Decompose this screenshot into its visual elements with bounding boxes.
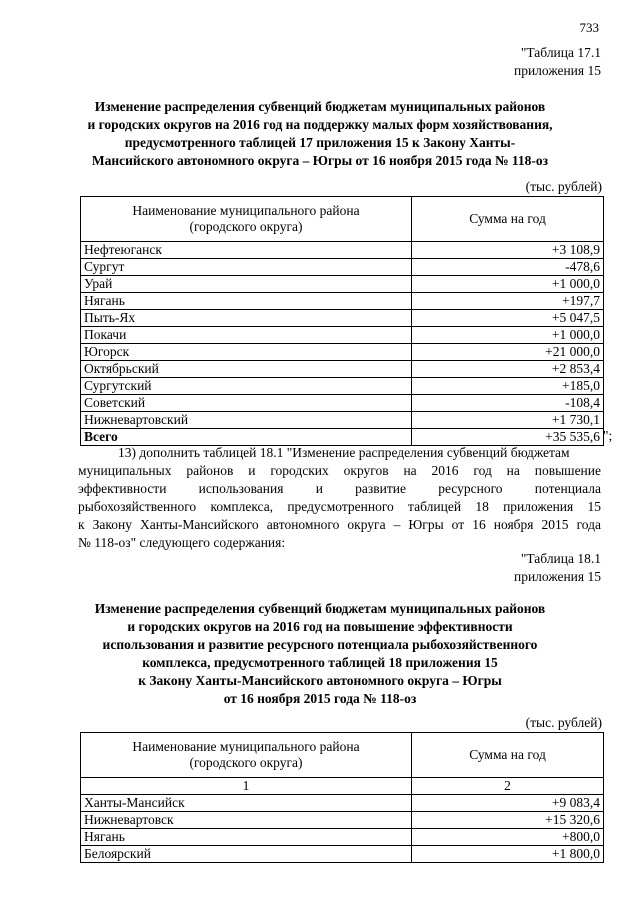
paragraph-line: муниципальных районов и городских округов на 2016 год на повышение xyxy=(78,463,601,478)
header-line: (городского округа) xyxy=(189,219,303,234)
table-row xyxy=(81,344,604,361)
table1-title-line: и городских округов на 2016 год на поддержку малых форм хозяйствования, xyxy=(87,117,553,132)
column-number: 1 xyxy=(81,778,412,795)
table-row xyxy=(81,276,604,293)
table-row xyxy=(81,259,604,276)
table-row xyxy=(81,293,604,310)
paragraph-line: 13) дополнить таблицей 18.1 "Изменение распределения субвенций бюджетам xyxy=(118,445,570,460)
table1-title-line: Мансийского автономного округа – Югры от 16 ноября 2015 года № 118-оз xyxy=(91,153,549,168)
header-line: (городского округа) xyxy=(189,755,303,770)
row-name: Урай xyxy=(81,276,412,293)
table1-reference xyxy=(0,44,601,80)
table1-units: (тыс. рублей) xyxy=(525,179,602,194)
total-label: Всего xyxy=(81,429,412,446)
row-name: Советский xyxy=(81,395,412,412)
row-amount: +185,0 xyxy=(412,378,604,395)
paragraph-line: № 118-оз" следующего содержания: xyxy=(78,535,286,550)
table-row xyxy=(81,242,604,259)
header-line: Наименование муниципального района xyxy=(132,203,360,218)
table-row xyxy=(81,846,604,863)
amendment-paragraph xyxy=(78,444,601,552)
row-name: Сургутский xyxy=(81,378,412,395)
table-row xyxy=(81,795,604,812)
row-name: Нижневартовский xyxy=(81,412,412,429)
column-number: 2 xyxy=(412,778,604,795)
table1-total-row xyxy=(81,429,604,446)
header-line: Наименование муниципального района xyxy=(132,739,360,754)
table2-title-line: комплекса, предусмотренного таблицей 18 приложения 15 xyxy=(142,655,498,670)
row-amount: +3 108,9 xyxy=(412,242,604,259)
row-amount: +1 730,1 xyxy=(412,412,604,429)
table-row xyxy=(81,310,604,327)
row-amount: +1 000,0 xyxy=(412,276,604,293)
paragraph-line: к Закону Ханты-Мансийского автономного округа – Югры от 16 ноября 2015 года xyxy=(78,517,601,532)
table2-header-amount: Сумма на год xyxy=(412,733,604,778)
row-name: Пыть-Ях xyxy=(81,310,412,327)
table-row xyxy=(81,412,604,429)
row-name: Покачи xyxy=(81,327,412,344)
row-name: Нягань xyxy=(81,829,412,846)
table2-ref-line1: "Таблица 18.1 xyxy=(520,551,601,566)
row-amount: +2 853,4 xyxy=(412,361,604,378)
table2-title-line: Изменение распределения субвенций бюджетам муниципальных районов xyxy=(94,601,546,616)
row-name: Югорск xyxy=(81,344,412,361)
table2-title xyxy=(70,600,570,708)
table2-reference xyxy=(0,550,601,586)
row-amount: +800,0 xyxy=(412,829,604,846)
table1-header-name xyxy=(81,197,412,242)
paragraph-line: рыбохозяйственного комплекса, предусмотренного таблицей 18 приложения 15 xyxy=(78,499,601,514)
table2-ref-line2: приложения 15 xyxy=(513,569,601,584)
table2-header-name xyxy=(81,733,412,778)
table2-column-numbers xyxy=(81,778,604,795)
row-amount: +197,7 xyxy=(412,293,604,310)
table1-closing-quote: "; xyxy=(603,428,613,443)
page-number: 733 xyxy=(579,20,599,35)
table2-title-line: использования и развитие ресурсного потенциала рыбохозяйственного xyxy=(102,637,538,652)
table-row xyxy=(81,327,604,344)
table1-header-row xyxy=(81,197,604,242)
table-row xyxy=(81,829,604,846)
table1-ref-line2: приложения 15 xyxy=(513,63,601,78)
table-row xyxy=(81,395,604,412)
table1 xyxy=(80,196,604,446)
row-name: Нижневартовск xyxy=(81,812,412,829)
row-name: Ханты-Мансийск xyxy=(81,795,412,812)
total-amount: +35 535,6 xyxy=(412,429,604,446)
row-amount: +15 320,6 xyxy=(412,812,604,829)
row-amount: +1 000,0 xyxy=(412,327,604,344)
row-amount: -478,6 xyxy=(412,259,604,276)
row-amount: +21 000,0 xyxy=(412,344,604,361)
row-amount: +5 047,5 xyxy=(412,310,604,327)
table1-title-line: предусмотренного таблицей 17 приложения 15 к Закону Ханты- xyxy=(124,135,516,150)
row-name: Белоярский xyxy=(81,846,412,863)
row-amount: -108,4 xyxy=(412,395,604,412)
table2-title-line: и городских округов на 2016 год на повышение эффективности xyxy=(127,619,513,634)
table-row xyxy=(81,361,604,378)
row-name: Нягань xyxy=(81,293,412,310)
table2-title-line: к Закону Ханты-Мансийского автономного округа – Югры xyxy=(138,673,502,688)
table1-header-amount: Сумма на год xyxy=(412,197,604,242)
table2 xyxy=(80,732,604,863)
table-row xyxy=(81,812,604,829)
table1-ref-line1: "Таблица 17.1 xyxy=(520,45,601,60)
row-name: Сургут xyxy=(81,259,412,276)
row-name: Октябрьский xyxy=(81,361,412,378)
table1-title-line: Изменение распределения субвенций бюджетам муниципальных районов xyxy=(94,99,546,114)
row-amount: +1 800,0 xyxy=(412,846,604,863)
table-row xyxy=(81,378,604,395)
table2-title-line: от 16 ноября 2015 года № 118-оз xyxy=(223,691,417,706)
table2-units: (тыс. рублей) xyxy=(525,715,602,730)
paragraph-line: эффективности использования и развитие ресурсного потенциала xyxy=(78,481,601,496)
table1-title xyxy=(70,98,570,170)
row-name: Нефтеюганск xyxy=(81,242,412,259)
table2-header-row xyxy=(81,733,604,778)
row-amount: +9 083,4 xyxy=(412,795,604,812)
